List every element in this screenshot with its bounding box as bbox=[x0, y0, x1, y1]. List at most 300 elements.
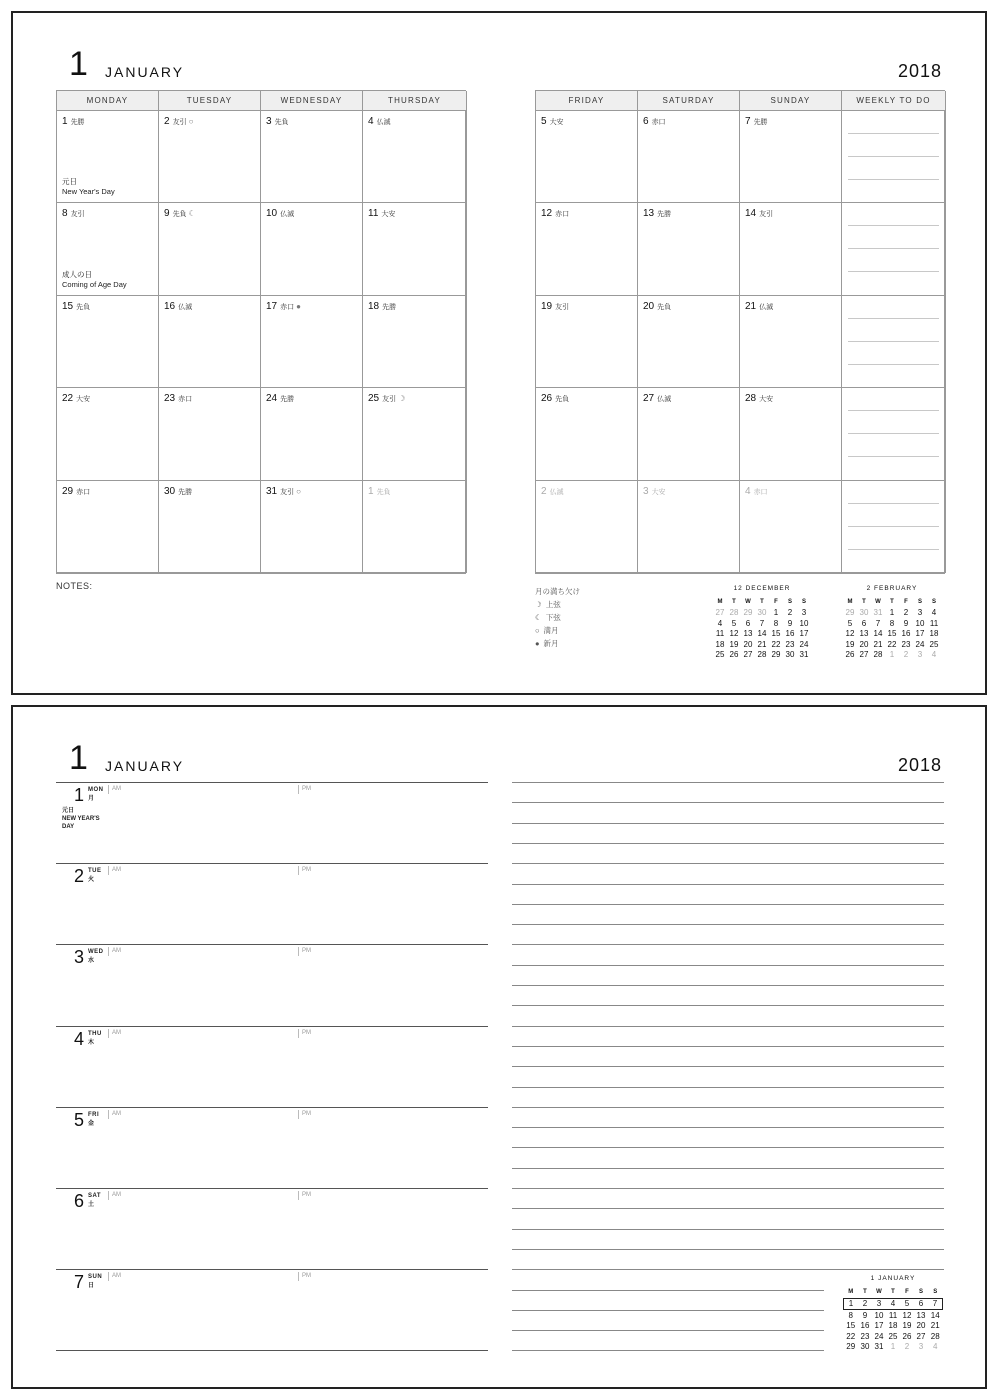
day-number bbox=[541, 116, 564, 127]
mini-calendar-january bbox=[843, 1275, 943, 1352]
day-cell[interactable] bbox=[261, 296, 363, 388]
mini-day[interactable]: 3 bbox=[917, 608, 923, 618]
mini-day[interactable]: 13 bbox=[916, 1310, 926, 1320]
mini-weekday: F bbox=[904, 599, 908, 606]
mini-day[interactable]: 8 bbox=[889, 618, 895, 628]
day-number-value: 2 bbox=[541, 485, 547, 497]
day-number-value: 17 bbox=[266, 300, 278, 312]
mini-day[interactable]: 11 bbox=[929, 618, 939, 628]
day-cell[interactable] bbox=[57, 111, 159, 203]
mini-day[interactable]: 5 bbox=[900, 1298, 914, 1310]
mini-day[interactable]: 31 bbox=[874, 1342, 884, 1352]
mini-day[interactable]: 3 bbox=[918, 1342, 924, 1352]
am-label: AM bbox=[108, 947, 121, 956]
mini-day[interactable]: 18 bbox=[888, 1321, 898, 1331]
day-of-week bbox=[88, 1111, 99, 1129]
note-line[interactable] bbox=[512, 782, 944, 783]
mini-day[interactable]: 4 bbox=[717, 618, 723, 628]
day-cell[interactable] bbox=[261, 203, 363, 295]
rokuyo-label: 友引 bbox=[382, 396, 397, 404]
mini-day[interactable]: 19 bbox=[729, 639, 739, 649]
mini-day[interactable]: 4 bbox=[931, 650, 937, 660]
moon-phase-icon: ● bbox=[535, 639, 540, 648]
note-line[interactable] bbox=[512, 1046, 944, 1047]
mini-day[interactable]: 16 bbox=[901, 629, 911, 639]
note-line[interactable] bbox=[512, 1087, 944, 1088]
mini-day[interactable]: 3 bbox=[872, 1298, 886, 1310]
day-row[interactable] bbox=[56, 863, 488, 944]
mini-day[interactable]: 15 bbox=[887, 629, 897, 639]
mini-day[interactable]: 30 bbox=[860, 1342, 870, 1352]
weekday-header: WEEKLY TO DO bbox=[842, 91, 946, 111]
day-number bbox=[62, 116, 85, 127]
day-number bbox=[745, 208, 773, 219]
rokuyo-label: 大安 bbox=[76, 396, 91, 404]
day-number-value: 8 bbox=[62, 208, 68, 220]
mini-day[interactable]: 4 bbox=[933, 1342, 938, 1352]
mini-day[interactable]: 6 bbox=[914, 1298, 928, 1310]
day-row[interactable] bbox=[56, 1269, 488, 1350]
note-line[interactable] bbox=[512, 904, 944, 905]
day-cell[interactable] bbox=[159, 481, 261, 573]
day-number bbox=[266, 486, 301, 497]
day-number-value: 23 bbox=[164, 393, 176, 405]
day-number-value: 18 bbox=[368, 300, 380, 312]
am-label: AM bbox=[108, 785, 121, 794]
day-cell[interactable] bbox=[363, 296, 467, 388]
mini-day[interactable]: 1 bbox=[889, 608, 895, 618]
mini-day[interactable]: 2 bbox=[903, 650, 909, 660]
mini-day[interactable]: 27 bbox=[743, 650, 753, 660]
day-of-week bbox=[88, 948, 104, 966]
mini-day[interactable]: 17 bbox=[915, 629, 925, 639]
mini-day[interactable]: 7 bbox=[759, 618, 765, 628]
day-row[interactable] bbox=[56, 1188, 488, 1269]
mini-day[interactable]: 1 bbox=[773, 608, 779, 618]
mini-day[interactable]: 12 bbox=[902, 1310, 912, 1320]
mini-day[interactable]: 23 bbox=[901, 639, 911, 649]
day-of-week-kanji: 土 bbox=[88, 1202, 95, 1208]
mini-day[interactable]: 26 bbox=[902, 1331, 912, 1341]
day-number bbox=[164, 393, 192, 404]
mini-day[interactable]: 29 bbox=[845, 608, 855, 618]
mini-day[interactable]: 5 bbox=[847, 618, 853, 628]
note-line[interactable] bbox=[512, 843, 944, 844]
mini-day[interactable]: 11 bbox=[715, 629, 725, 639]
mini-weekday: T bbox=[891, 1289, 895, 1296]
month-number: 1 bbox=[69, 45, 88, 83]
weekday-header: FRIDAY bbox=[536, 91, 638, 111]
mini-day[interactable]: 18 bbox=[929, 629, 939, 639]
todo-line bbox=[848, 364, 939, 365]
mini-day[interactable]: 2 bbox=[903, 608, 909, 618]
day-cell[interactable] bbox=[740, 296, 842, 388]
mini-day[interactable]: 12 bbox=[729, 629, 739, 639]
day-cell[interactable] bbox=[638, 203, 740, 295]
day-cell[interactable] bbox=[638, 388, 740, 480]
legend-label: 新月 bbox=[543, 639, 559, 648]
mini-day[interactable]: 30 bbox=[859, 608, 869, 618]
day-number bbox=[266, 116, 289, 127]
day-cell[interactable] bbox=[638, 481, 740, 573]
note-line[interactable] bbox=[512, 1310, 824, 1311]
mini-day[interactable]: 28 bbox=[757, 650, 767, 660]
mini-day[interactable]: 22 bbox=[846, 1331, 856, 1341]
mini-day[interactable]: 14 bbox=[757, 629, 767, 639]
day-number-value: 15 bbox=[62, 300, 74, 312]
mini-day[interactable]: 19 bbox=[902, 1321, 912, 1331]
day-number-value: 30 bbox=[164, 485, 176, 497]
day-number-value: 31 bbox=[266, 485, 278, 497]
mini-calendar-december bbox=[713, 585, 811, 660]
mini-day[interactable]: 9 bbox=[787, 618, 793, 628]
week-month-number: 1 bbox=[69, 739, 88, 777]
mini-day[interactable]: 20 bbox=[743, 639, 753, 649]
mini-day[interactable]: 13 bbox=[743, 629, 753, 639]
day-number bbox=[643, 208, 671, 219]
day-cell[interactable] bbox=[159, 111, 261, 203]
mini-day[interactable]: 10 bbox=[915, 618, 925, 628]
day-cell[interactable] bbox=[57, 481, 159, 573]
mini-day[interactable]: 31 bbox=[873, 608, 883, 618]
legend-item bbox=[535, 637, 580, 650]
day-number-value: 26 bbox=[541, 393, 553, 405]
todo-line bbox=[848, 318, 939, 319]
mini-day[interactable]: 13 bbox=[859, 629, 869, 639]
weekly-todo-cell[interactable] bbox=[842, 388, 946, 480]
mini-day[interactable]: 4 bbox=[931, 608, 937, 618]
day-row[interactable] bbox=[56, 1107, 488, 1188]
day-number bbox=[368, 208, 395, 219]
day-row[interactable] bbox=[56, 944, 488, 1025]
note-line[interactable] bbox=[512, 985, 944, 986]
day-of-week-kanji: 月 bbox=[88, 796, 95, 802]
day-cell[interactable] bbox=[261, 388, 363, 480]
mini-day[interactable]: 16 bbox=[860, 1321, 870, 1331]
mini-day[interactable]: 24 bbox=[799, 639, 809, 649]
weekly-todo-cell[interactable] bbox=[842, 296, 946, 388]
mini-day[interactable]: 29 bbox=[846, 1342, 856, 1352]
note-line[interactable] bbox=[512, 1168, 944, 1169]
mini-weekday: W bbox=[745, 599, 751, 606]
mini-day[interactable]: 14 bbox=[873, 629, 883, 639]
moon-phase-icon: ☽ bbox=[535, 600, 542, 609]
day-number-value: 22 bbox=[62, 393, 74, 405]
week-month-name: JANUARY bbox=[105, 758, 185, 774]
day-cell[interactable] bbox=[536, 203, 638, 295]
weekday-header: TUESDAY bbox=[159, 91, 261, 111]
day-cell[interactable] bbox=[363, 388, 467, 480]
day-number-value: 16 bbox=[164, 300, 176, 312]
mini-day[interactable]: 7 bbox=[928, 1298, 943, 1310]
am-label: AM bbox=[108, 1110, 121, 1119]
note-line[interactable] bbox=[512, 944, 944, 945]
monthly-planner-page bbox=[11, 11, 987, 695]
note-line[interactable] bbox=[512, 1026, 944, 1027]
rokuyo-label: 先負 bbox=[555, 396, 570, 404]
mini-day[interactable]: 17 bbox=[874, 1321, 884, 1331]
mini-day[interactable]: 14 bbox=[930, 1310, 940, 1320]
mini-day[interactable]: 21 bbox=[757, 639, 767, 649]
legend-title: 月の満ち欠け bbox=[535, 587, 580, 596]
mini-day[interactable]: 15 bbox=[846, 1321, 856, 1331]
weekly-todo-cell[interactable] bbox=[842, 481, 946, 573]
day-cell[interactable] bbox=[159, 388, 261, 480]
day-number bbox=[541, 301, 569, 312]
mini-weekday: S bbox=[918, 1289, 923, 1296]
day-cell[interactable] bbox=[638, 111, 740, 203]
mini-day[interactable]: 8 bbox=[848, 1310, 853, 1320]
mini-day[interactable]: 3 bbox=[801, 608, 807, 618]
day-cell[interactable] bbox=[740, 388, 842, 480]
day-number-value: 20 bbox=[643, 300, 655, 312]
moon-phase-icon: ☽ bbox=[398, 394, 406, 404]
mini-day[interactable]: 8 bbox=[773, 618, 779, 628]
mini-day[interactable]: 27 bbox=[916, 1331, 926, 1341]
mini-day[interactable]: 26 bbox=[729, 650, 739, 660]
day-cell[interactable] bbox=[57, 388, 159, 480]
day-number bbox=[164, 116, 193, 127]
day-number bbox=[643, 393, 671, 404]
mini-day[interactable]: 29 bbox=[743, 608, 753, 618]
day-number-value: 2 bbox=[164, 116, 170, 127]
note-line[interactable] bbox=[512, 1269, 944, 1270]
mini-weekday: F bbox=[774, 599, 778, 606]
am-label: AM bbox=[108, 1272, 121, 1281]
rokuyo-label: 仏滅 bbox=[280, 211, 295, 219]
legend-label: 上弦 bbox=[545, 600, 561, 609]
rokuyo-label: 赤口 bbox=[555, 211, 570, 219]
mini-day[interactable]: 28 bbox=[873, 650, 883, 660]
day-number-value: 13 bbox=[643, 208, 655, 220]
day-cell[interactable] bbox=[57, 203, 159, 295]
holiday-name-jp: 成人の日 bbox=[62, 269, 92, 279]
day-cell[interactable] bbox=[159, 203, 261, 295]
mini-day[interactable]: 1 bbox=[844, 1298, 859, 1310]
mini-day[interactable]: 27 bbox=[859, 650, 869, 660]
note-line[interactable] bbox=[512, 1350, 824, 1351]
day-cell[interactable] bbox=[159, 296, 261, 388]
mini-day[interactable]: 17 bbox=[799, 629, 809, 639]
mini-day[interactable]: 28 bbox=[930, 1331, 940, 1341]
mini-day[interactable]: 3 bbox=[917, 650, 923, 660]
mini-day[interactable]: 25 bbox=[715, 650, 725, 660]
mini-day[interactable]: 12 bbox=[845, 629, 855, 639]
note-line[interactable] bbox=[512, 1229, 944, 1230]
mini-day[interactable]: 2 bbox=[858, 1298, 872, 1310]
mini-day[interactable]: 30 bbox=[785, 650, 795, 660]
mini-day[interactable]: 29 bbox=[771, 650, 781, 660]
day-number: 5 bbox=[74, 1109, 85, 1130]
todo-line bbox=[848, 433, 939, 434]
mini-day[interactable]: 23 bbox=[785, 639, 795, 649]
mini-calendar-title: 12 DECEMBER bbox=[733, 585, 791, 592]
day-number-value: 3 bbox=[643, 485, 649, 497]
mini-day[interactable]: 16 bbox=[785, 629, 795, 639]
mini-day[interactable]: 21 bbox=[873, 639, 883, 649]
day-cell[interactable] bbox=[740, 203, 842, 295]
mini-day[interactable]: 10 bbox=[874, 1310, 884, 1320]
mini-day[interactable]: 20 bbox=[859, 639, 869, 649]
note-line[interactable] bbox=[512, 863, 944, 864]
note-line[interactable] bbox=[512, 1249, 944, 1250]
mini-day[interactable]: 24 bbox=[874, 1331, 884, 1341]
holiday-name-en: Coming of Age Day bbox=[62, 279, 127, 289]
day-cell[interactable] bbox=[638, 296, 740, 388]
mini-day[interactable]: 10 bbox=[799, 618, 809, 628]
mini-day[interactable]: 1 bbox=[889, 650, 895, 660]
mini-day[interactable]: 1 bbox=[890, 1342, 896, 1352]
holiday-line: DAY bbox=[62, 824, 75, 830]
rokuyo-label: 仏滅 bbox=[376, 119, 391, 126]
day-number-value: 1 bbox=[368, 485, 374, 497]
day-number bbox=[368, 393, 405, 404]
day-number bbox=[62, 301, 90, 312]
day-cell[interactable] bbox=[261, 111, 363, 203]
pm-label: PM bbox=[298, 866, 311, 875]
mini-day[interactable]: 26 bbox=[845, 650, 855, 660]
weekly-planner-page bbox=[11, 705, 987, 1389]
mini-weekday: S bbox=[933, 1289, 938, 1296]
note-line[interactable] bbox=[512, 1330, 824, 1331]
day-cell[interactable] bbox=[363, 111, 467, 203]
rokuyo-label: 先負 bbox=[76, 303, 91, 311]
day-cell[interactable] bbox=[536, 111, 638, 203]
mini-day[interactable]: 6 bbox=[745, 618, 751, 628]
rokuyo-label: 友引 bbox=[70, 211, 85, 219]
mini-weekday: M bbox=[717, 599, 723, 606]
day-of-week bbox=[88, 1192, 101, 1210]
pm-label: PM bbox=[298, 1272, 311, 1281]
mini-day[interactable]: 11 bbox=[888, 1310, 898, 1320]
weekday-header: THURSDAY bbox=[363, 91, 467, 111]
weekly-todo-cell[interactable] bbox=[842, 111, 946, 203]
day-number: 7 bbox=[74, 1272, 85, 1293]
mini-day[interactable]: 18 bbox=[715, 639, 725, 649]
pm-label: PM bbox=[298, 1029, 311, 1038]
todo-line bbox=[848, 410, 939, 411]
mini-weekday: T bbox=[760, 599, 764, 606]
mini-day[interactable]: 30 bbox=[757, 608, 767, 618]
day-cell[interactable] bbox=[740, 481, 842, 573]
note-line[interactable] bbox=[512, 884, 944, 885]
mini-day[interactable]: 2 bbox=[787, 608, 793, 618]
mini-day[interactable]: 19 bbox=[845, 639, 855, 649]
day-cell[interactable] bbox=[536, 481, 638, 573]
mini-day[interactable]: 31 bbox=[799, 650, 809, 660]
note-line[interactable] bbox=[512, 1127, 944, 1128]
mini-day[interactable]: 15 bbox=[771, 629, 781, 639]
day-number: 4 bbox=[74, 1028, 85, 1049]
mini-day[interactable]: 5 bbox=[731, 618, 737, 628]
day-cell[interactable] bbox=[536, 296, 638, 388]
moon-phase-icon: ○ bbox=[188, 117, 194, 126]
mini-day[interactable]: 9 bbox=[903, 618, 909, 628]
note-line[interactable] bbox=[512, 1066, 944, 1067]
pm-label: PM bbox=[298, 947, 311, 956]
mini-day[interactable]: 4 bbox=[886, 1298, 900, 1310]
day-of-week-kanji: 火 bbox=[88, 877, 95, 884]
day-of-week bbox=[88, 1273, 102, 1291]
weekday-header: SUNDAY bbox=[740, 91, 842, 111]
mini-day[interactable]: 27 bbox=[715, 608, 725, 618]
legend-label: 満月 bbox=[543, 626, 559, 635]
note-line[interactable] bbox=[512, 965, 944, 966]
mini-day[interactable]: 25 bbox=[929, 639, 939, 649]
day-of-week-en: THU bbox=[88, 1030, 102, 1037]
mini-day[interactable]: 22 bbox=[771, 639, 781, 649]
rokuyo-label: 先負 bbox=[172, 211, 187, 219]
rokuyo-label: 赤口 bbox=[651, 119, 666, 126]
mini-weekday: W bbox=[875, 599, 881, 606]
day-number-value: 7 bbox=[745, 116, 751, 127]
todo-line bbox=[848, 341, 939, 342]
day-number bbox=[62, 393, 90, 404]
day-of-week bbox=[88, 1030, 102, 1048]
note-line[interactable] bbox=[512, 1147, 944, 1148]
day-row[interactable] bbox=[56, 782, 488, 863]
note-line[interactable] bbox=[512, 1290, 824, 1291]
note-line[interactable] bbox=[512, 924, 944, 925]
mini-day[interactable]: 28 bbox=[729, 608, 739, 618]
rokuyo-label: 大安 bbox=[549, 119, 564, 126]
mini-day[interactable]: 24 bbox=[915, 639, 925, 649]
todo-line bbox=[848, 271, 939, 272]
day-number-value: 6 bbox=[643, 116, 649, 127]
mini-day[interactable]: 20 bbox=[916, 1321, 926, 1331]
rokuyo-label: 友引 bbox=[555, 303, 570, 311]
todo-line bbox=[848, 526, 939, 527]
moon-phase-icon: ○ bbox=[296, 486, 301, 496]
note-line[interactable] bbox=[512, 1107, 944, 1108]
day-number-value: 4 bbox=[745, 485, 751, 497]
day-cell[interactable] bbox=[57, 296, 159, 388]
note-line[interactable] bbox=[512, 823, 944, 824]
day-of-week bbox=[88, 786, 104, 804]
day-row[interactable] bbox=[56, 1026, 488, 1107]
mini-day[interactable]: 23 bbox=[860, 1331, 870, 1341]
holiday-line: NEW YEAR'S bbox=[62, 816, 100, 822]
mini-day[interactable]: 7 bbox=[875, 618, 881, 628]
mini-day[interactable]: 25 bbox=[888, 1331, 898, 1341]
day-number bbox=[164, 486, 192, 497]
weekly-todo-cell[interactable] bbox=[842, 203, 946, 295]
day-row-bottom-line bbox=[56, 1350, 488, 1351]
mini-day[interactable]: 6 bbox=[861, 618, 867, 628]
day-cell[interactable] bbox=[740, 111, 842, 203]
notes-label: NOTES: bbox=[56, 581, 93, 591]
day-number bbox=[62, 486, 90, 497]
day-cell[interactable] bbox=[261, 481, 363, 573]
note-line[interactable] bbox=[512, 802, 944, 803]
legend-item bbox=[535, 598, 580, 611]
day-cell[interactable] bbox=[536, 388, 638, 480]
note-line[interactable] bbox=[512, 1208, 944, 1209]
legend-item bbox=[535, 611, 580, 624]
note-line[interactable] bbox=[512, 1188, 944, 1189]
mini-day[interactable]: 2 bbox=[904, 1342, 910, 1352]
am-label: AM bbox=[108, 1191, 121, 1200]
day-of-week-en: FRI bbox=[88, 1111, 100, 1118]
mini-day[interactable]: 21 bbox=[930, 1321, 940, 1331]
day-number bbox=[266, 208, 294, 219]
mini-day[interactable]: 9 bbox=[862, 1310, 868, 1320]
day-cell[interactable] bbox=[363, 203, 467, 295]
day-cell[interactable] bbox=[363, 481, 467, 573]
note-line[interactable] bbox=[512, 1005, 944, 1006]
pm-label: PM bbox=[298, 1191, 311, 1200]
mini-day[interactable]: 22 bbox=[887, 639, 897, 649]
